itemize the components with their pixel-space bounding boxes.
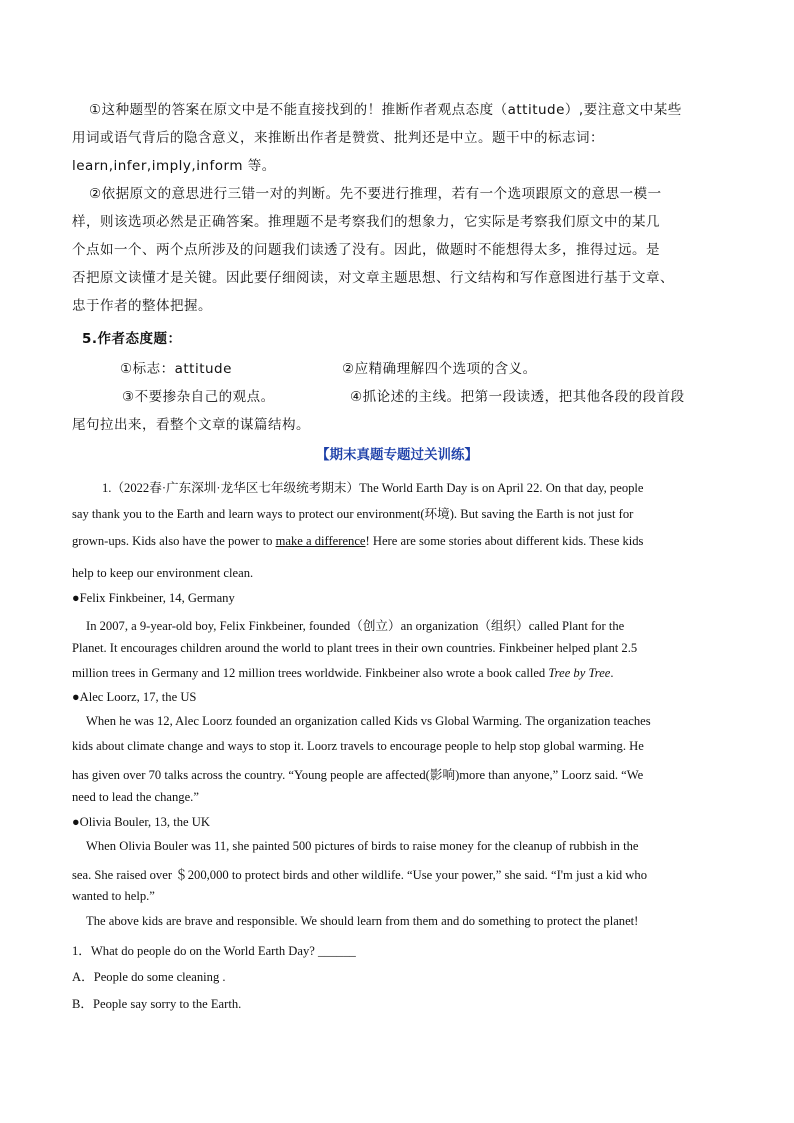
passage-text: grown-ups. Kids also have the power to bbox=[72, 534, 276, 548]
tip-line: 否把原文读懂才是关键。因此要仔细阅读，对文章主题思想、行文结构和写作意图进行基于文章、 bbox=[72, 270, 674, 286]
passage-line: has given over 70 talks across the country. “Young people are affected(影响)more than anyone,” Loorz said. “We bbox=[72, 768, 644, 782]
question-stem: 1．What do people do on the World Earth Day? ______ bbox=[72, 944, 356, 958]
inference-tips bbox=[72, 96, 724, 320]
book-title: Tree by Tree bbox=[548, 666, 611, 680]
attitude-point: ②应精确理解四个选项的含义。 bbox=[342, 361, 537, 377]
passage-line bbox=[72, 534, 643, 549]
passage-line: say thank you to the Earth and learn ways to protect our environment(环境). But saving the Earth is not just for bbox=[72, 507, 634, 521]
passage-line: wanted to help.” bbox=[72, 889, 155, 903]
attitude-heading: 5.作者态度题： bbox=[82, 331, 182, 347]
tip-line: ①这种题型的答案在原文中是不能直接找到的！推断作者观点态度（attitude）,要注意文中某些 bbox=[89, 102, 682, 118]
answer-option-b: B．People say sorry to the Earth. bbox=[72, 997, 242, 1011]
tip-line: 忠于作者的整体把握。 bbox=[72, 298, 212, 314]
kid-header: ●Alec Loorz, 17, the US bbox=[72, 690, 197, 704]
kid-header: ●Olivia Bouler, 13, the UK bbox=[72, 815, 210, 829]
passage-line: In 2007, a 9-year-old boy, Felix Finkbeiner, founded（创立）an organization（组织）called Plant for the bbox=[86, 619, 625, 633]
attitude-point: ③不要掺杂自己的观点。 bbox=[122, 389, 275, 405]
section-title: 【期末真题专题过关训练】 bbox=[316, 447, 478, 463]
passage-line: sea. She raised over ＄200,000 to protect birds and other wildlife. “Use your power,” she said. “I'm just a kid who bbox=[72, 868, 647, 882]
tip-line: 用词或语气背后的隐含意义，来推断出作者是赞赏、批判还是中立。题干中的标志词： bbox=[72, 130, 604, 146]
passage-line bbox=[72, 666, 614, 681]
passage-line: Planet. It encourages children around the world to plant trees in their own countries. Finkbeiner helped plant 2.5 bbox=[72, 641, 638, 655]
answer-option-a: A．People do some cleaning . bbox=[72, 970, 226, 984]
tip-line: 样，则该选项必然是正确答案。推理题不是考察我们的想象力，它实际是考察我们原文中的某几 bbox=[72, 214, 660, 230]
passage-line: When he was 12, Alec Loorz founded an organization called Kids vs Global Warming. The organization teaches bbox=[86, 714, 651, 728]
attitude-points bbox=[72, 355, 724, 439]
passage-line: need to lead the change.” bbox=[72, 790, 199, 804]
attitude-point: ①标志：attitude bbox=[120, 361, 232, 377]
attitude-point-continued: 尾句拉出来，看整个文章的谋篇结构。 bbox=[72, 417, 310, 433]
passage-text: . bbox=[610, 666, 614, 680]
passage-line: help to keep our environment clean. bbox=[72, 566, 254, 580]
passage-text: million trees in Germany and 12 million trees worldwide. Finkbeiner also wrote a book called bbox=[72, 666, 549, 680]
tip-line: ②依据原文的意思进行三错一对的判断。先不要进行推理，若有一个选项跟原文的意思一模一 bbox=[89, 186, 662, 202]
passage-text: ! Here are some stories about different kids. These kids bbox=[365, 534, 644, 548]
passage-line: When Olivia Bouler was 11, she painted 500 pictures of birds to raise money for the cleanup of rubbish in the bbox=[86, 839, 639, 853]
attitude-point: ④抓论述的主线。把第一段读透，把其他各段的段首段 bbox=[350, 389, 685, 405]
passage-line: The above kids are brave and responsible. We should learn from them and do something to protect the planet! bbox=[86, 914, 639, 928]
passage-line: 1.（2022春·广东深圳·龙华区七年级统考期末）The World Earth Day is on April 22. On that day, people bbox=[102, 481, 644, 495]
passage-line: kids about climate change and ways to stop it. Loorz travels to encourage people to help stop global warming. He bbox=[72, 739, 644, 753]
kid-header: ●Felix Finkbeiner, 14, Germany bbox=[72, 591, 235, 605]
tip-line: 个点如一个、两个点所涉及的问题我们读透了没有。因此，做题时不能想得太多，推得过远。是 bbox=[72, 242, 660, 258]
tip-line: learn,infer,imply,inform 等。 bbox=[72, 158, 276, 174]
underlined-phrase: make a difference bbox=[275, 534, 366, 548]
